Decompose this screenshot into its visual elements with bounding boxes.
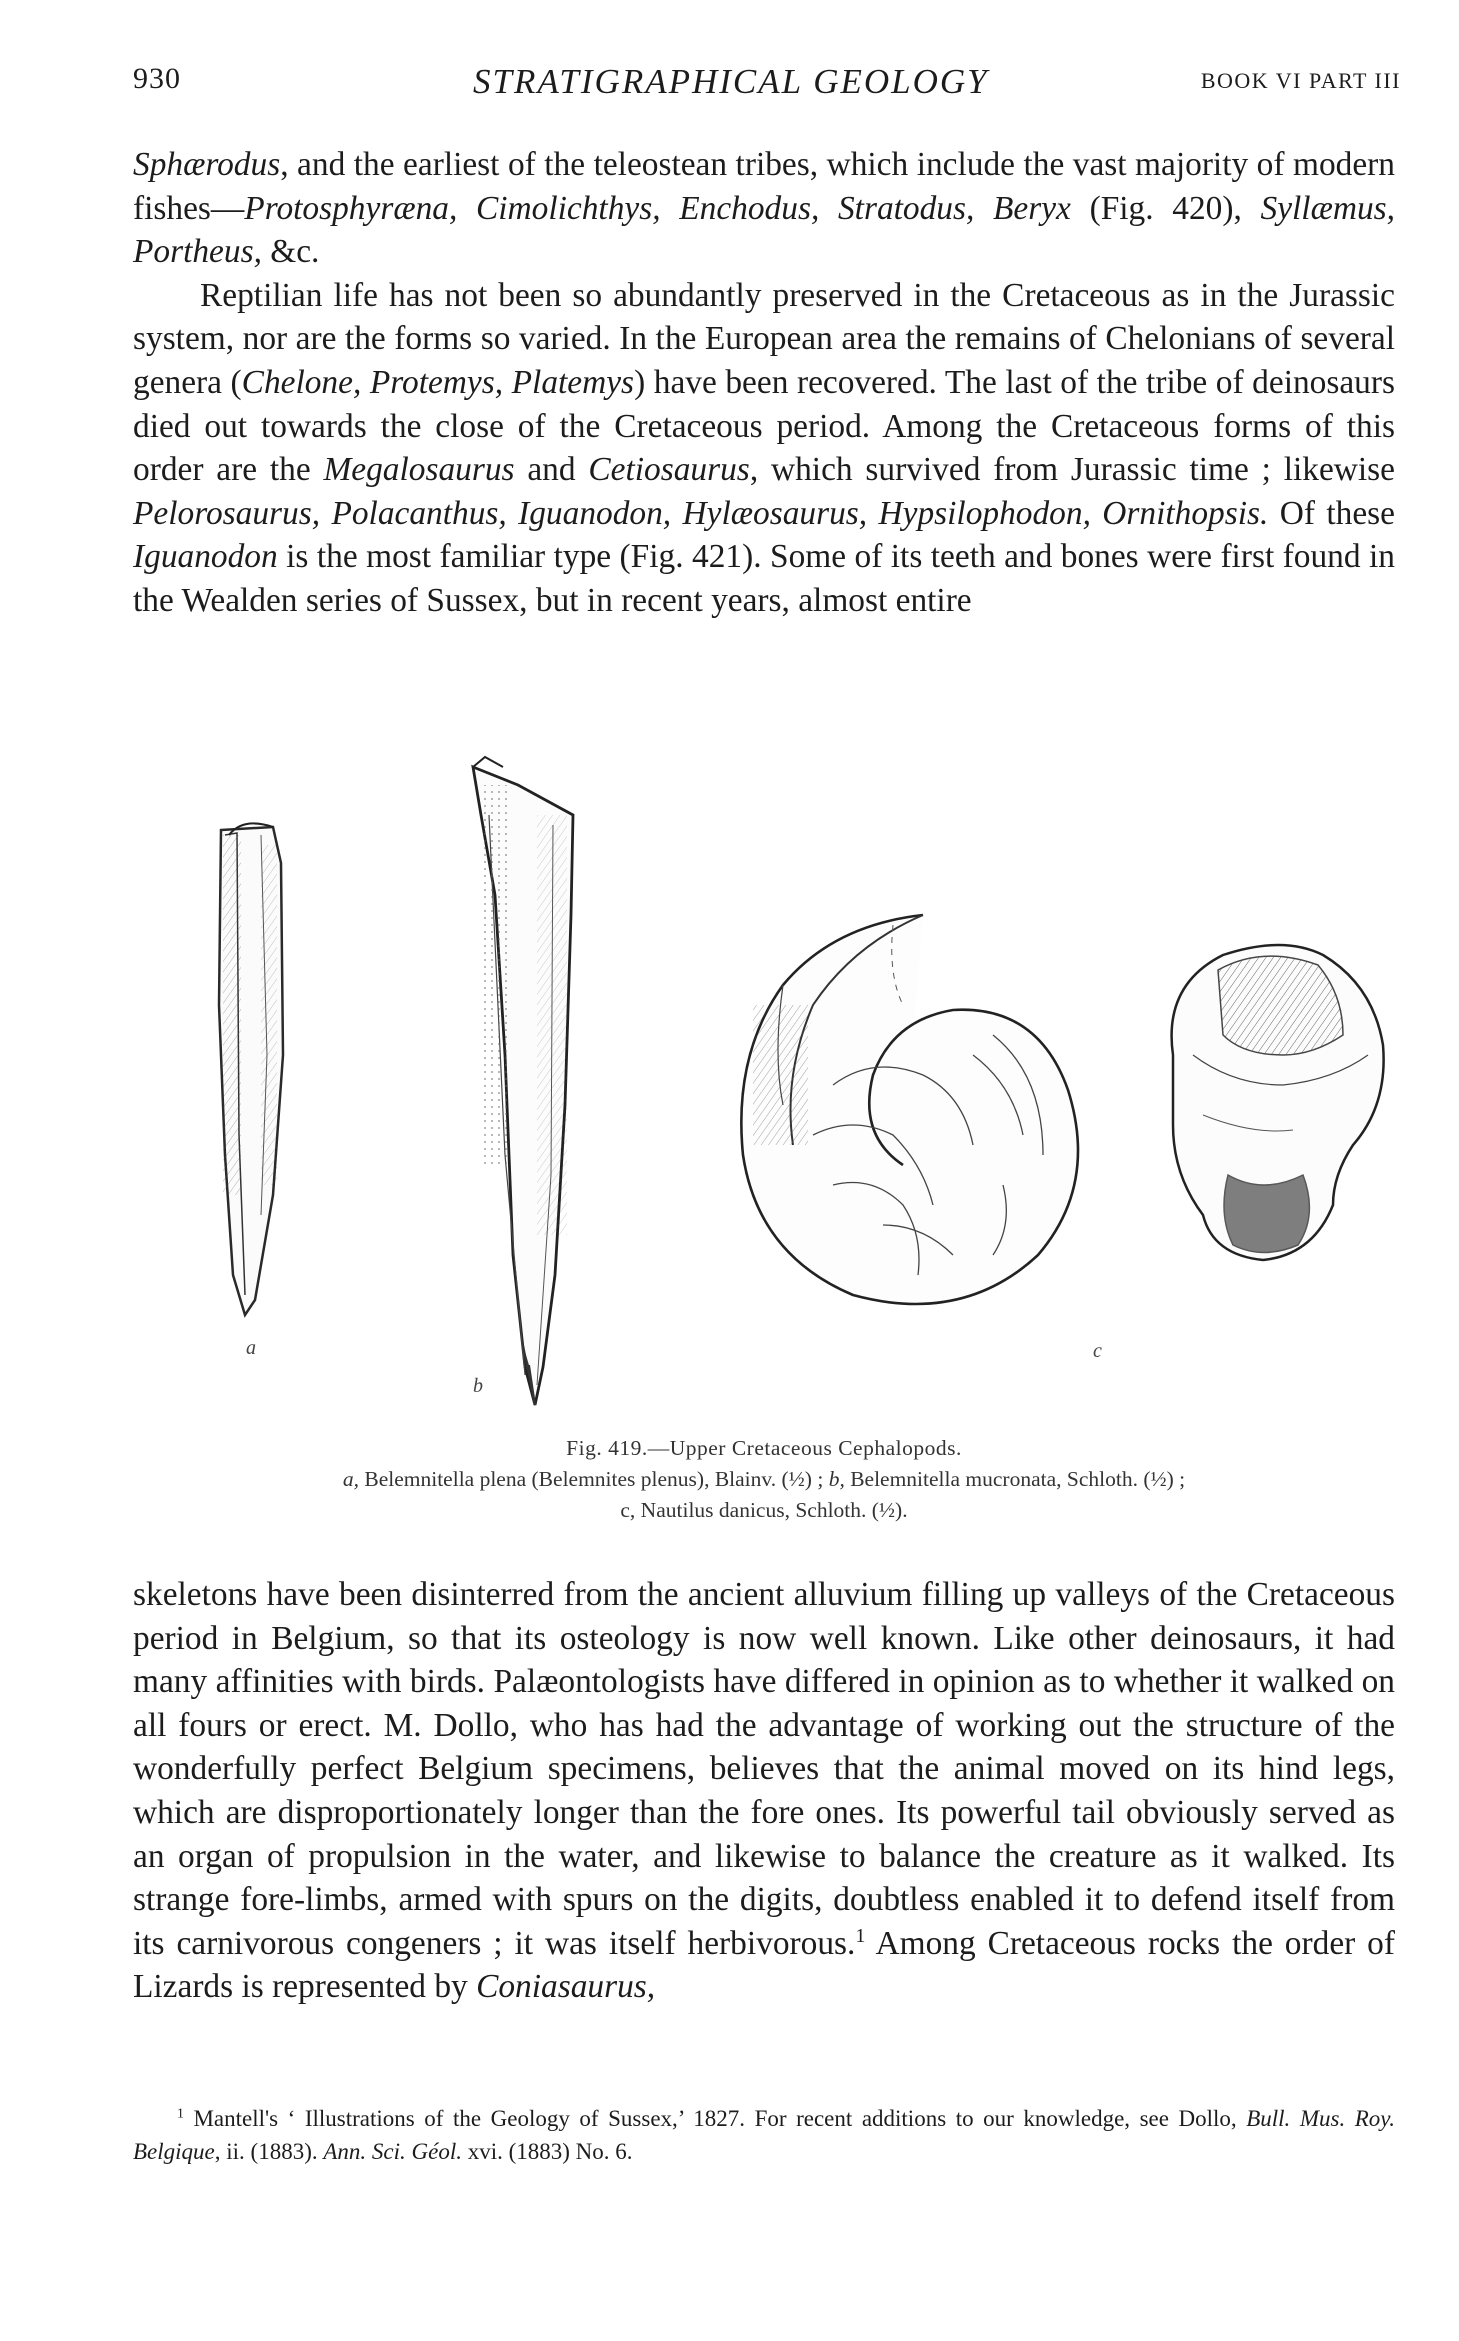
text-run: Reptilian life has not been so abundantly preserved in the Cretaceous as in the Jurassic system, nor are the forms so varied. In the European area the remains of Chelonians of several genera ( — [133, 276, 1395, 401]
caption-item-a: Belemnitella plena (Belemnites plenus), Blainv. (½) ; — [358, 1467, 829, 1491]
caption-letter-a: a, — [342, 1467, 359, 1491]
paragraph-iguanodon — [133, 1573, 1395, 2009]
belemnite-a-drawing — [219, 823, 283, 1315]
caption-letter-c: c, — [620, 1498, 636, 1522]
book-part-label: BOOK VI PART III — [1200, 68, 1401, 93]
genus-name: Megalosaurus — [323, 451, 515, 489]
text-run: , which survived from Jurassic time ; likewise — [749, 451, 1395, 489]
nautilus-front-drawing — [1172, 945, 1384, 1260]
text-run: Mantell's ‘ Illustrations of the Geology of Sussex,’ 1827. For recent additions to our knowledge, see Dollo, — [183, 2106, 1247, 2131]
figure-label-c: c — [1093, 1340, 1102, 1362]
footnote-reference: 1 — [855, 1924, 866, 1947]
genus-name: Cetiosaurus — [588, 451, 750, 489]
text-run: (Fig. 420), — [1070, 189, 1261, 227]
text-run: Of these — [1268, 494, 1395, 532]
journal-title: Ann. Sci. Géol. — [323, 2139, 462, 2164]
figure-label-b: b — [473, 1375, 483, 1397]
text-run: skeletons have been disinterred from the ancient alluvium filling up valleys of the Cretaceous period in Belgium, so that its osteology is now well known. Like other deinosaurs, it had many affinities with birds. Palæontologists have differed in opinion as to whether it walked on all fours or erect. M. Dollo, who has had the advantage of working out the structure of the wonderfully perfect Belgium specimens, believes that the animal moved on its hind legs, which are disproportionately longer than the fore ones. Its powerful tail obviously served as an organ of propulsion in the water, and likewise to balance the creature as it walked. Its strange fore-limbs, armed with spurs on the digits, doubtless enabled it to defend itself from its carnivorous congeners ; it was itself herbivorous. — [133, 1576, 1395, 1962]
text-run: ) have been recovered. The last of the tribe of deinosaurs died out towards the close of the Cretaceous period. Among the Cretaceous forms of this order are the — [133, 363, 1395, 489]
journal-title: Bull. Mus. Roy. Belgique — [133, 2106, 1395, 2164]
body-text-top — [133, 143, 1395, 623]
genus-list: Pelorosaurus, Polacanthus, Iguanodon, Hylæosaurus, Hypsilophodon, Ornithopsis. — [133, 494, 1269, 532]
caption-item-b: Belemnitella mucronata, Schloth. (½) ; — [844, 1467, 1186, 1491]
text-run: Among Cretaceous rocks the order of Lizards is represented by — [133, 1924, 1395, 2006]
paragraph-reptiles — [133, 274, 1395, 623]
text-run: and — [514, 451, 589, 489]
genus-list: Chelone, Protemys, Platemys — [241, 363, 635, 401]
figure-caption — [133, 1433, 1395, 1526]
figure-label-a: a — [246, 1337, 256, 1359]
caption-item-c: Nautilus danicus, Schloth. (½). — [635, 1498, 908, 1522]
genus-list: Syllæmus, Portheus, — [133, 189, 1396, 271]
text-run: xvi. (1883) No. 6. — [461, 2139, 633, 2164]
footnote-text — [133, 2102, 1395, 2168]
genus-name: Iguanodon — [133, 538, 278, 576]
paragraph-fishes — [133, 143, 1395, 274]
text-run: , ii. (1883). — [214, 2139, 324, 2164]
text-run: &c. — [261, 233, 320, 271]
cephalopod-illustration — [133, 755, 1401, 1415]
page-number: 930 — [133, 62, 181, 95]
running-title: STRATIGRAPHICAL GEOLOGY — [473, 62, 989, 101]
genus-name: Sphærodus — [133, 146, 281, 183]
genus-list: Protosphyræna, Cimolichthys, Enchodus, Stratodus, Beryx — [244, 189, 1071, 227]
belemnite-b-drawing — [473, 757, 573, 1405]
nautilus-lateral-drawing — [741, 915, 1078, 1304]
figure-419 — [133, 755, 1401, 1415]
caption-title: Fig. 419.—Upper Cretaceous Cephalopods. — [566, 1436, 962, 1460]
footnote — [133, 2102, 1395, 2168]
caption-letter-b: b, — [828, 1467, 845, 1491]
text-run: , and the earliest of the teleostean tribes, which include the vast majority of modern fishes— — [133, 146, 1395, 227]
caption-line-2 — [133, 1495, 1395, 1526]
text-run: is the most familiar type (Fig. 421). Some of its teeth and bones were first found in the Wealden series of Sussex, but in recent years, almost entire — [133, 538, 1395, 619]
body-text-bottom — [133, 1573, 1395, 2009]
caption-line-1 — [133, 1464, 1395, 1495]
footnote-marker: 1 — [177, 2105, 184, 2121]
running-head — [133, 62, 1401, 112]
genus-name: Coniasaurus, — [476, 1968, 656, 2006]
